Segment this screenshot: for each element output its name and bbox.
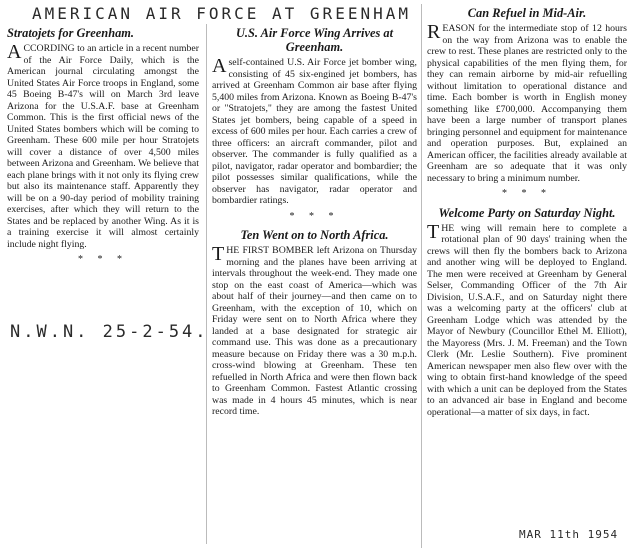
article-wing-arrives-text: self-contained U.S. Air Force jet bomber wing, consisting of 45 six-engined jet bombers, has arrived at Greenham Common air base after flying 5,400 miles from Arizona. Known as Boeing B-47's or "Stratojets," they are among the fastest United States jet bombers, being capable of a speed in excess of 600 miles per hour. Each carries a crew of three officers: an aircraft commander, pilot and observer. The commander is fully qualified as a pilot, navigator, radar operator and bombardier; the pilot possesses similar qualifications, while the observer has navigator, radar operator and bombardier ratings. xyxy=(212,57,417,206)
article-wing-arrives xyxy=(212,57,417,207)
section-separator: * * * xyxy=(502,188,552,199)
dropcap: R xyxy=(427,21,441,43)
column-right xyxy=(427,6,627,418)
column-middle xyxy=(212,26,417,418)
handwritten-heading: AMERICAN AIR FORCE AT GREENHAM xyxy=(32,4,411,23)
article-north-africa-text: HE FIRST BOMBER left Arizona on Thursday morning and the planes have been arriving at intervals throughout the week-end. They made one stop on the east coast of America—which was about half of their journey—and then came on to Greenham, with the exception of 10, which on Friday were sent on to North Africa where they landed at a base designated for strategic air command use. This was done as a precautionary measure because on Friday there was a 30 m.p.h. cross-wind blowing at Greenham. These ten refuelled in North Africa and were then flown back to Greenham Common. Fastest Atlantic crossing was made in 4 hours 45 minutes, which is near record time. xyxy=(212,245,417,417)
article-refuel xyxy=(427,23,627,184)
section-separator: * * * xyxy=(78,254,128,265)
handwritten-date: MAR 11th 1954 xyxy=(519,528,619,541)
dropcap: A xyxy=(212,55,227,77)
dropcap: T xyxy=(427,220,440,243)
handwritten-reference: N.W.N. 25-2-54. xyxy=(10,322,209,342)
headline-wing-arrives: U.S. Air Force Wing Arrives at Greenham. xyxy=(235,26,394,54)
headline-stratojets: Stratojets for Greenham. xyxy=(7,26,135,40)
dropcap: A xyxy=(7,41,22,63)
headline-welcome-party: Welcome Party on Saturday Night. xyxy=(438,205,616,220)
headline-refuel: Can Refuel in Mid-Air. xyxy=(467,6,587,20)
article-welcome-party-text: HE wing will remain here to complete a rotational plan of 90 days' training when the crews will then fly the bombers back to Arizona and another wing will be deployed to England. The men were received at Greenham by General Selser, Commanding Officer of the 7th Air Division, U.S.A.F., and on Saturday night there was a welcoming party at the officers' club at Greenham Lodge which was attended by the Mayor of Newbury (Councillor Ethel M. Elliott), the Mayoress (Mrs. J. M. Freeman) and the Town Clerk (Mr. Leslie Southern). Five prominent American newspaper men also flew over with the wing to obtain first-hand knowledge of the speed with which a unit can be deployed from the States to an advanced air base in England and become operational—a matter of six days, in fact. xyxy=(427,222,627,418)
article-stratojets xyxy=(7,43,199,250)
article-refuel-text: EASON for the intermediate stop of 12 hours on the way from Arizona was to enable the crew to rest. These planes are restricted only to the physical capabilities of the men flying them, for they can remain airborne by mid-air refuelling without limitation to operational distance and time. Each bomber is worth in English money something like £700,000. Accompanying them have been a large number of transport planes bringing personnel and equipment for maintenance and operation purposes. But, explained an American officer, the facilities already available at Greenham are so adequate that it was only necessary to bring a minimum number. xyxy=(427,23,627,184)
article-welcome-party xyxy=(427,220,627,419)
column-divider xyxy=(421,4,422,548)
column-divider xyxy=(206,24,207,544)
article-stratojets-text: CCORDING to an article in a recent number of the Air Force Daily, which is the American journal circulating amongst the United States Air Force troops in England, some 45 Boeing B-47's will on March 3rd leave Arizona for the U.S.A.F. base at Greenham Common. This is the first official news of the United States bombers which will be coming to Greenham. These 600 mile per hour Stratojets will cover a distance of over 4,500 miles between Arizona and Greenham. We believe that each plane brings with it not only its flying crew but also its maintenance staff. Apparently they will be on a 90-day period of mobility training exercises, after which they will return to the States and be replaced by another Wing. As it is a training exercise it will almost certainly include night flying. xyxy=(7,43,199,250)
article-north-africa xyxy=(212,245,417,418)
column-left xyxy=(7,26,199,272)
headline-north-africa: Ten Went on to North Africa. xyxy=(240,228,389,242)
dropcap: T xyxy=(212,243,225,265)
section-separator: * * * xyxy=(289,210,340,222)
